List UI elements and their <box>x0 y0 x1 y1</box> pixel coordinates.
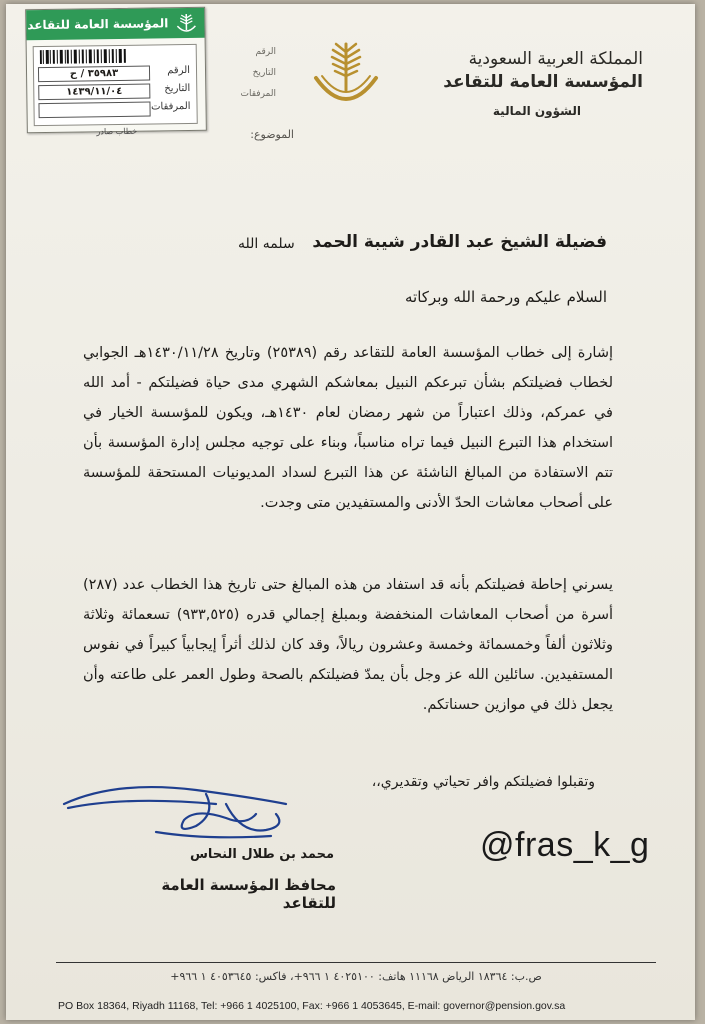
greeting: السلام عليكم ورحمة الله وبركاته <box>405 288 607 306</box>
subject-label: الموضوع: <box>250 128 294 141</box>
footer-english: PO Box 18364, Riyadh 11168, Tel: +966 1 4025100, Fax: +966 1 4053645, E-mail: governor@pension.gov.sa <box>58 1000 566 1012</box>
paragraph-2: يسرني إحاطة فضيلتكم بأنه قد استفاد من هذه المبالغ حتى تاريخ هذا الخطاب عدد (٢٨٧) أسرة من أصحاب المعاشات المنخفضة وبمبلغ إجمالي قدره (٩٣٣,٥٢٥) تسعمائة وثلاثة وثلاثون ألفاً وخمسمائة وخمسة وعشرون ريالاً، وقد كان لذلك أثراً إيجابياً كبيراً في نفوس المستفيدين. سائلين الله عز وجل بأن يمدّ فضيلتكم بالصحة وطول العمر على طاعته وأن يجعل ذلك في موازين حسناتكم. <box>83 577 614 713</box>
stamp-footer-text: خطاب صادر <box>96 126 138 137</box>
paragraph-1: إشارة إلى خطاب المؤسسة العامة للتقاعد رقم (٢٥٣٨٩) وتاريخ ١٤٣٠/١١/٢٨هـ الجوابي لخطاب فضيلتكم بشأن تبرعكم النبيل بمعاشكم الشهري مدى حياة فضيلتكم - أمد الله في عمركم، وذلك اعتباراً من شهر رمضان لعام ١٤٣٠هـ، ويكون للمؤسسة الخيار في استخدام هذا التبرع النبيل فيما تراه مناسباً، وبناء على توجيه مجلس إدارة المؤسسة بأن تتم الاستفادة من المبالغ الناشئة عن هذا التبرع لسداد المديونيات المستحقة للمؤسسة على أصحاب معاشات الحدّ الأدنى والمستفيدين متى وجدت. <box>83 345 613 511</box>
footer-arabic: ص.ب: ١٨٣٦٤ الرياض ١١١٦٨ هاتف: ٤٠٢٥١٠٠ ١ ٩٦٦+، فاكس: ٤٠٥٣٦٤٥ ١ ٩٦٦+ <box>170 970 542 983</box>
letterhead <box>413 48 643 118</box>
footer-divider <box>56 962 656 963</box>
stamp-logo-icon <box>174 12 198 34</box>
stamp-attachments-value <box>38 102 150 119</box>
signer-position: محافظ المؤسسة العامة للتقاعد <box>161 876 336 912</box>
department-name: الشؤون المالية <box>492 104 581 118</box>
meta-attachments-label: المرفقات <box>240 89 276 99</box>
meta-number-label: الرقم <box>255 47 276 57</box>
watermark-handle: @fras_k_g <box>480 826 650 864</box>
addressee: فضيلة الشيخ عبد القادر شيبة الحمد <box>312 232 607 252</box>
stamp-date-row <box>38 83 192 100</box>
signature-image <box>56 774 296 854</box>
registration-stamp <box>25 7 207 137</box>
organization-name: المؤسسة العامة للتقاعد <box>443 72 643 92</box>
stamp-date-label: التاريخ <box>164 82 191 95</box>
stamp-number-row <box>38 65 192 82</box>
stamp-attachments-row <box>38 101 192 118</box>
stamp-org-name: المؤسسة العامة للتقاعد <box>26 8 204 40</box>
salutation-suffix: سلمه الله <box>238 236 295 252</box>
barcode-icon <box>40 49 128 64</box>
stamp-attachments-label: المرفقات <box>151 100 191 113</box>
country-name: المملكة العربية السعودية <box>468 49 643 69</box>
stamp-number-label: الرقم <box>167 64 191 77</box>
signer-name: محمد بن طلال النحاس <box>189 847 334 862</box>
meta-date-label: التاريخ <box>252 68 276 78</box>
stamp-fields <box>33 44 198 126</box>
closing-line: وتقبلوا فضيلتكم وافر تحياتي وتقديري،، <box>371 774 595 790</box>
stamp-number-value: ٣٥٩٨٣ / ح <box>38 66 150 83</box>
pension-logo-icon <box>306 38 386 112</box>
stamp-date-value: ١٤٣٩/١١/٠٤ <box>38 84 150 101</box>
meta-labels <box>216 42 276 105</box>
letter-page <box>6 4 695 1020</box>
